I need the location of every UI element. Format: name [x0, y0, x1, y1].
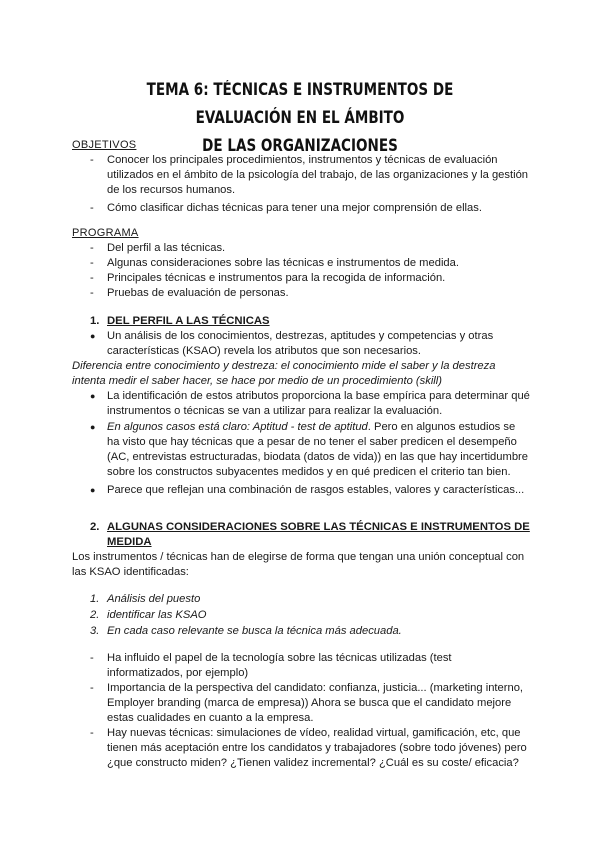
section-2-dash-list: [90, 651, 530, 771]
section-1-heading: [90, 314, 530, 329]
programa-item: - Principales técnicas e instrumentos para la recogida de información.: [90, 271, 530, 286]
section-1-bullet: ● La identificación de estos atributos proporciona la base empírica para determinar qué instrumentos o técnicas se van a utilizar para realizar la evaluación.: [90, 389, 530, 419]
numbered-item: [90, 592, 530, 607]
item-text: Análisis del puesto: [107, 593, 201, 605]
item-text: identificar las KSAO: [107, 609, 207, 621]
page-title: [103, 76, 497, 160]
bullet-italic-part: En algunos casos está claro: Aptitud - test de aptitud: [107, 421, 368, 433]
section-1-bullet: ● Un análisis de los conocimientos, destrezas, aptitudes y competencias y otras características (KSAO) revela los atributos que son necesarios.: [90, 329, 530, 359]
numbered-item: [90, 624, 530, 639]
objetivos-item: - Cómo clasificar dichas técnicas para tener una mejor comprensión de ellas.: [90, 201, 530, 216]
programa-label: PROGRAMA: [72, 227, 139, 239]
programa-list: [90, 241, 530, 301]
programa-item: - Del perfil a las técnicas.: [90, 241, 530, 256]
bullet-rest-part: . Pero en algunos estudios se ha visto que hay técnicas que a pesar de no tener el saber predicen el desempeño (AC, entrevistas estructuradas, biodata (datos de vida)) en las que hay incertidumbre sobre los constructos subyacentes medidos y en qué predicen el criterio tan bien.: [107, 421, 528, 478]
title-line-2: DE LAS ORGANIZACIONES: [202, 136, 398, 155]
section-2-title: ALGUNAS CONSIDERACIONES SOBRE LAS TÉCNICAS E INSTRUMENTOS DE MEDIDA: [107, 521, 530, 548]
item-text: En cada caso relevante se busca la técnica más adecuada.: [107, 625, 402, 637]
programa-item: - Algunas consideraciones sobre las técnicas e instrumentos de medida.: [90, 256, 530, 271]
section-2-number: 2.: [90, 521, 100, 533]
section-2-item: - Hay nuevas técnicas: simulaciones de vídeo, realidad virtual, gamificación, etc, que tienen más aceptación entre los candidatos y trabajadores (sobre todo jóvenes) pero ¿que constructo miden? ¿Tienen validez incremental? ¿Cuál es su coste/ eficacia?: [90, 726, 530, 771]
section-2-item: - Ha influido el papel de la tecnología sobre las técnicas utilizadas (test informatizados, por ejemplo): [90, 651, 530, 681]
section-2-intro: Los instrumentos / técnicas han de elegirse de forma que tengan una unión conceptual con las KSAO identificadas:: [72, 551, 525, 578]
objetivos-item: - Conocer los principales procedimientos, instrumentos y técnicas de evaluación utilizados en el ámbito de la psicología del trabajo, de las organizaciones y la gestión de los recursos humanos.: [90, 153, 530, 198]
section-1-italic-note: Diferencia entre conocimiento y destreza: el conocimiento mide el saber y la destreza intenta medir el saber hacer, se hace por medio de un procedimiento (skill): [72, 360, 496, 387]
item-number: 2.: [90, 609, 100, 621]
section-1-bullet: [90, 420, 530, 480]
section-2-item: - Importancia de la perspectiva del candidato: confianza, justicia... (marketing interno, Employer branding (marca de empresa)) Ahora se busca que el candidato mejore estas cualidades en cuanto a la empresa.: [90, 681, 530, 726]
section-1-number: 1.: [90, 315, 100, 327]
section-1-bullet: ● Parece que reflejan una combinación de rasgos estables, valores y características...: [90, 483, 530, 498]
title-line-1: TEMA 6: TÉCNICAS E INSTRUMENTOS DE EVALUACIÓN EN EL ÁMBITO: [146, 80, 454, 127]
item-number: 1.: [90, 593, 100, 605]
section-1-title: DEL PERFIL A LAS TÉCNICAS: [107, 315, 270, 327]
section-2-numbered-list: [90, 592, 530, 640]
section-1-list-a: [90, 329, 530, 359]
item-number: 3.: [90, 625, 100, 637]
objetivos-list: [90, 153, 530, 216]
section-1-list-b: [90, 389, 530, 498]
numbered-item: [90, 608, 530, 623]
objetivos-label: OBJETIVOS: [72, 139, 137, 151]
programa-item: - Pruebas de evaluación de personas.: [90, 286, 530, 301]
section-2-heading: [90, 520, 530, 550]
